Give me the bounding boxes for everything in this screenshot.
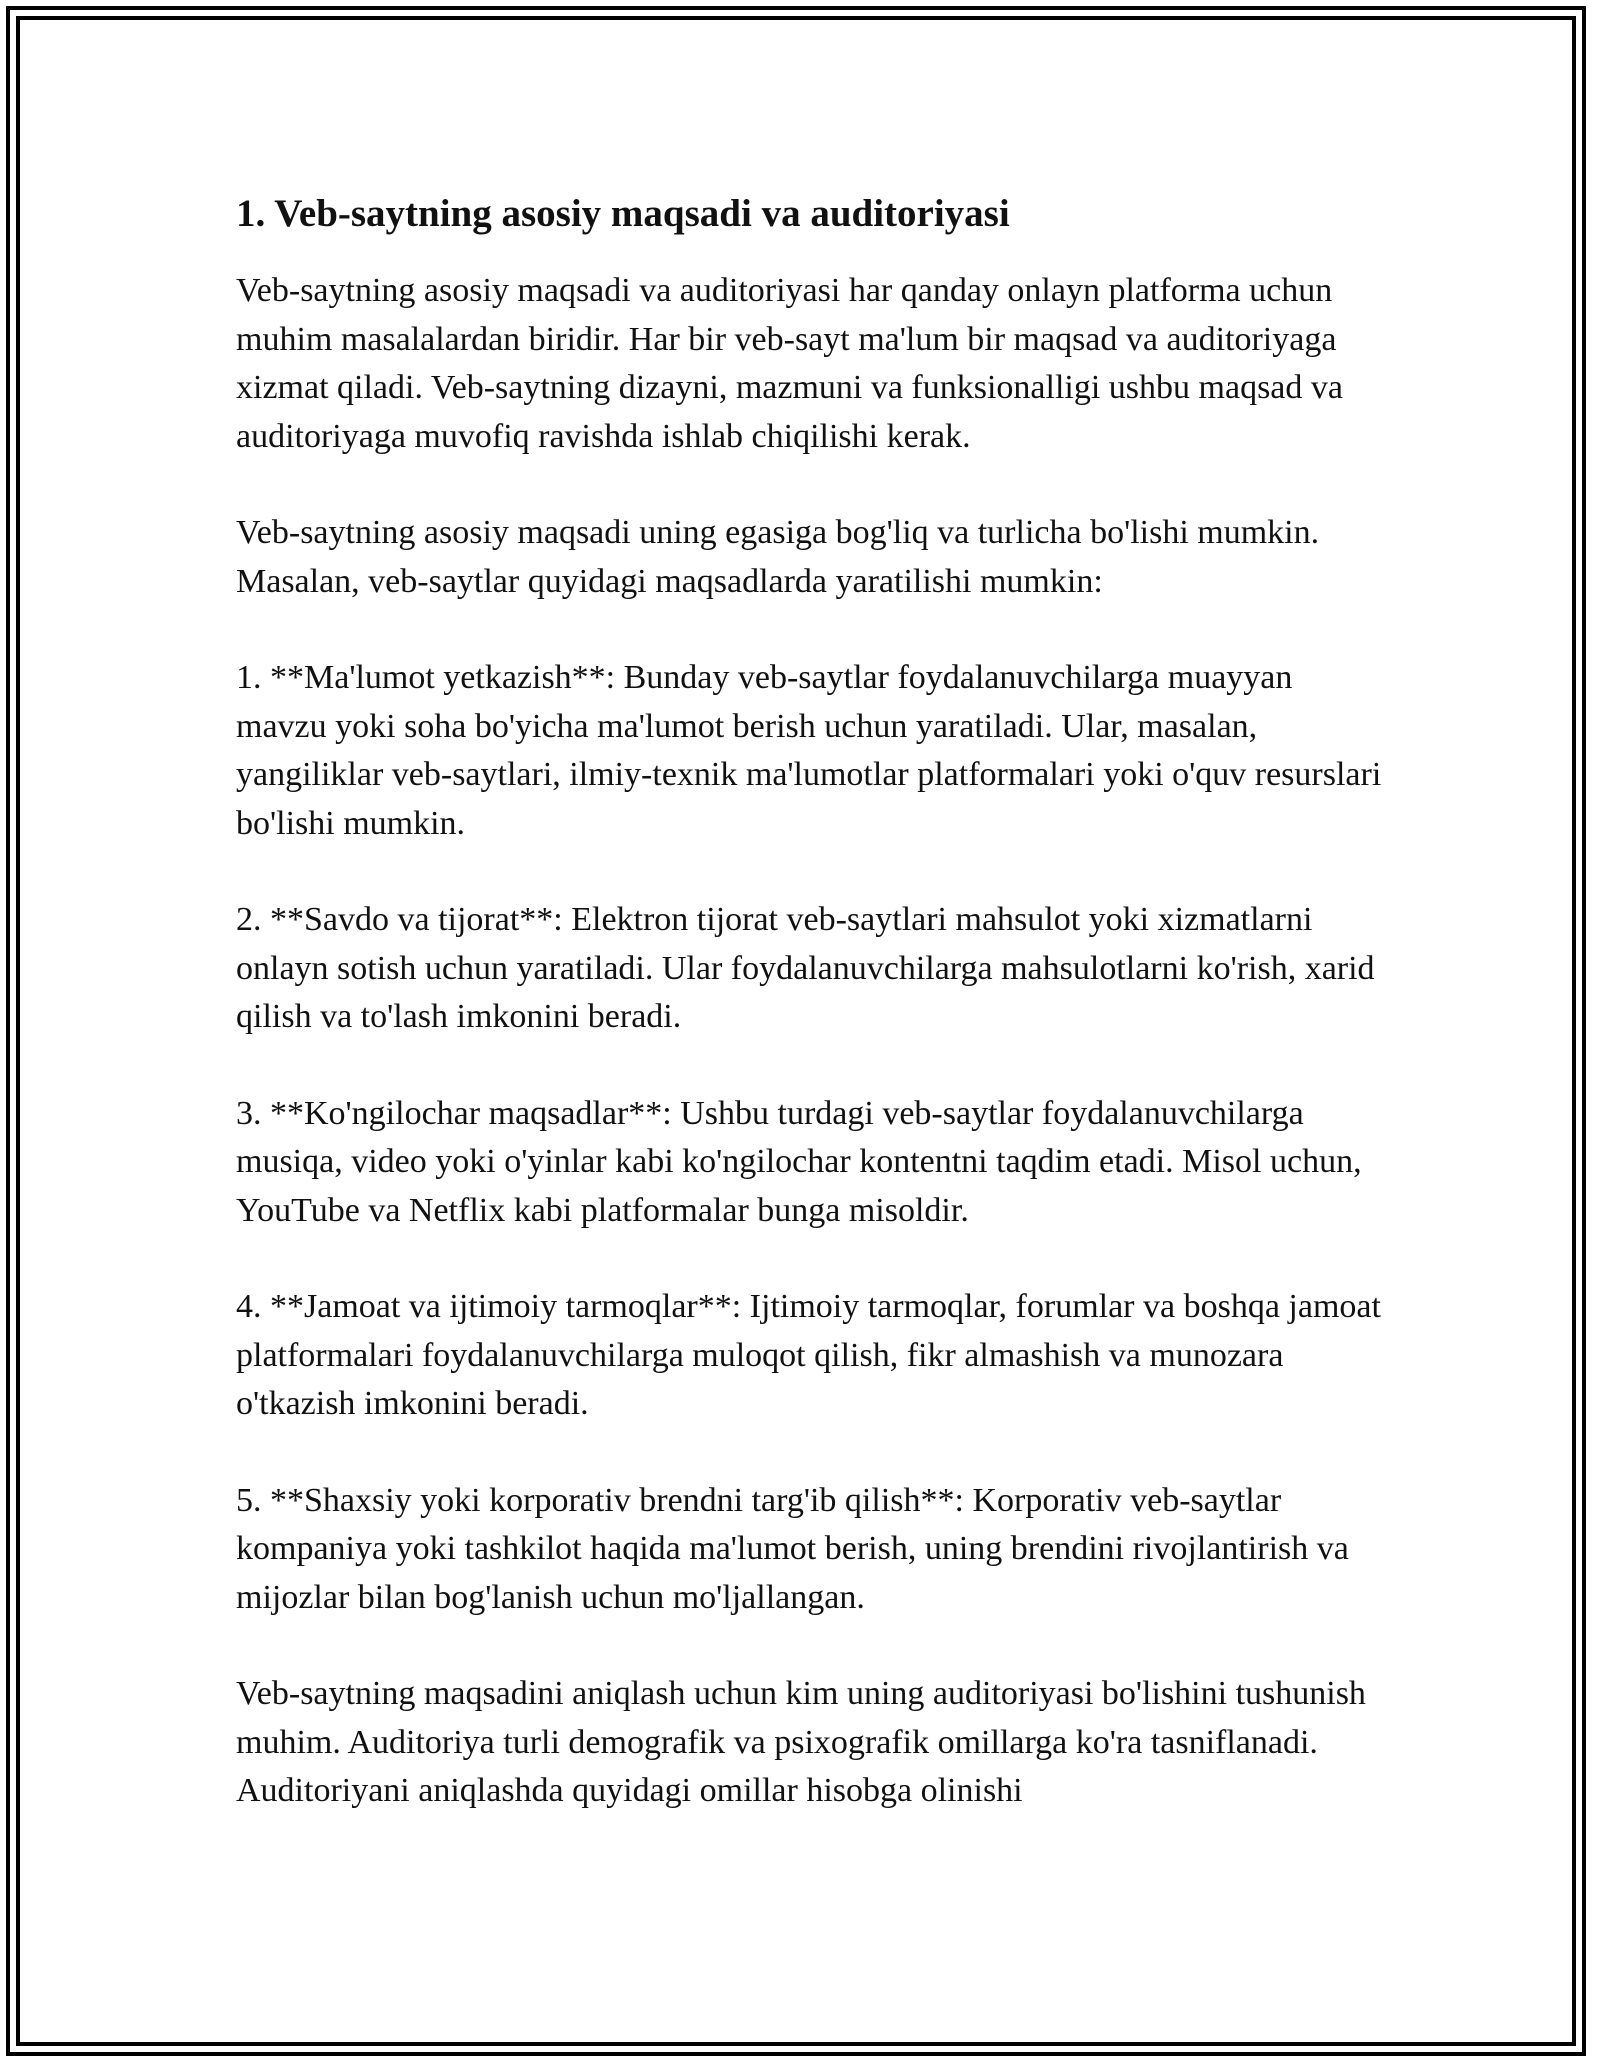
list-item-branding: 5. **Shaxsiy yoki korporativ brendni targ'ib qilish**: Korporativ veb-saytlar kompaniya yoki tashkilot haqida ma'lumot berish, uning brendini rivojlantirish va mijozlar bilan bog'lanish uchun mo'ljallangan. xyxy=(236,1481,1349,1616)
list-item-social: 4. **Jamoat va ijtimoiy tarmoqlar**: Ijtimoiy tarmoqlar, forumlar va boshqa jamoat platformalari foydalanuvchilarga muloqot qilish, fikr almashish va munozara o'tkazish imkonini beradi. xyxy=(236,1288,1381,1422)
list-item-commerce: 2. **Savdo va tijorat**: Elektron tijorat veb-saytlari mahsulot yoki xizmatlarni onlayn sotish uchun yaratiladi. Ular foydalanuvchilarga mahsulotlarni ko'rish, xarid qilish va to'lash imkonini beradi. xyxy=(236,901,1375,1035)
list-item-information: 1. **Ma'lumot yetkazish**: Bunday veb-saytlar foydalanuvchilarga muayyan mavzu yoki soha bo'yicha ma'lumot berish uchun yaratiladi. Ular, masalan, yangiliklar veb-saytlari, ilmiy-texnik ma'lumotlar platformalari yoki o'quv resurslari bo'lishi mumkin. xyxy=(236,659,1382,842)
list-item-entertainment: 3. **Ko'ngilochar maqsadlar**: Ushbu turdagi veb-saytlar foydalanuvchilarga musiqa, video yoki o'yinlar kabi ko'ngilochar kontentni taqdim etadi. Misol uchun, YouTube va Netflix kabi platformalar bunga misoldir. xyxy=(236,1094,1362,1229)
section-heading: 1. Veb-saytning asosiy maqsadi va auditoriyasi xyxy=(236,192,1010,235)
audience-paragraph: Veb-saytning maqsadini aniqlash uchun kim uning auditoriyasi bo'lishini tushunish muhim. Auditoriya turli demografik va psixografik omillarga ko'ra tasniflanadi. Auditoriyani aniqlashda quyidagi omillar hisobga olinishi xyxy=(236,1675,1366,1809)
purpose-paragraph: Veb-saytning asosiy maqsadi uning egasiga bog'liq va turlicha bo'lishi mumkin. Masalan, veb-saytlar quyidagi maqsadlarda yaratilishi mumkin: xyxy=(236,514,1320,600)
intro-paragraph: Veb-saytning asosiy maqsadi va auditoriyasi har qanday onlayn platforma uchun muhim masalalardan biridir. Har bir veb-sayt ma'lum bir maqsad va auditoriyaga xizmat qiladi. Veb-saytning dizayni, mazmuni va funksionalligi ushbu maqsad va auditoriyaga muvofiq ravishda ishlab chiqilishi kerak. xyxy=(236,272,1343,455)
document-body xyxy=(236,183,1386,1864)
